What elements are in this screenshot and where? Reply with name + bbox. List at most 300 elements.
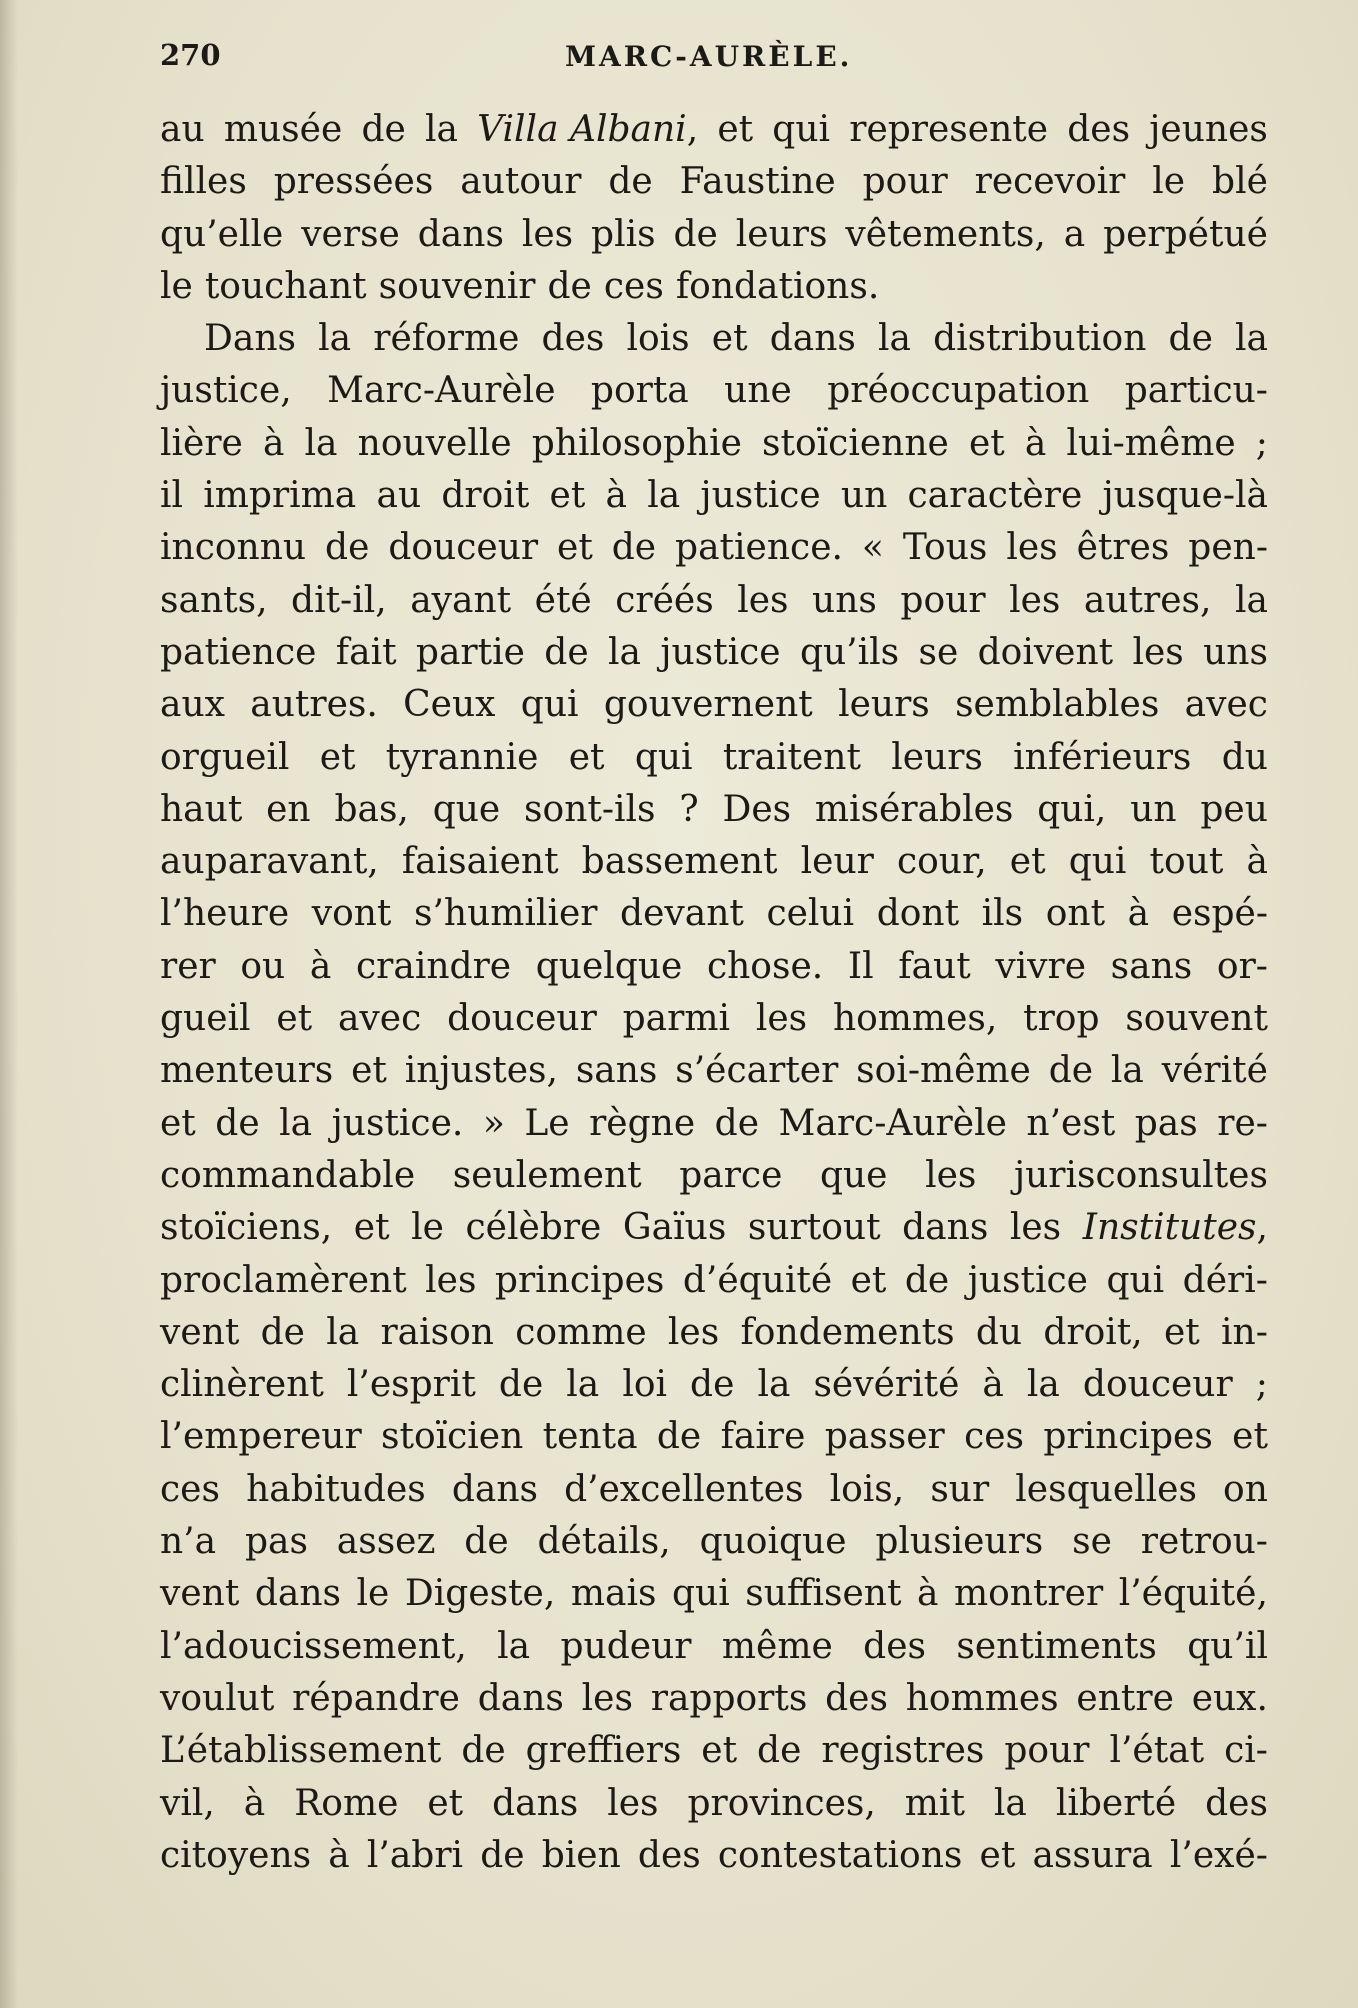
word: doivent: [977, 631, 1114, 673]
word: la: [878, 318, 911, 360]
word: aux: [160, 684, 225, 726]
word: celui: [766, 893, 855, 935]
word: et: [351, 1050, 387, 1092]
word: avec: [1184, 684, 1268, 726]
word: »: [482, 1102, 505, 1144]
word: s’humilier: [413, 893, 598, 935]
word: de: [1168, 318, 1213, 360]
word: et: [850, 1259, 887, 1301]
word: dans: [769, 318, 856, 360]
word: Institutes,: [1082, 1207, 1268, 1249]
word: Digeste,: [404, 1573, 556, 1615]
word: pour: [1004, 1730, 1090, 1772]
word: et: [353, 1207, 390, 1249]
word: autour: [460, 161, 582, 203]
word: et: [427, 1782, 464, 1824]
word: sévérité: [813, 1364, 960, 1406]
word: gouvernent: [603, 684, 813, 726]
word: tenta: [542, 1416, 638, 1458]
word: vont: [311, 893, 392, 935]
word: de: [904, 1259, 950, 1301]
word: et: [1009, 841, 1046, 883]
word: stoïcienne: [762, 422, 949, 464]
word: bien: [541, 1834, 621, 1876]
word: de: [215, 1102, 260, 1144]
word: bas,: [334, 788, 409, 830]
word: stoïciens,: [160, 1207, 333, 1249]
word: plusieurs: [875, 1521, 1044, 1563]
word: des: [863, 1625, 926, 1667]
word: de: [464, 1521, 509, 1563]
word: de: [656, 1416, 702, 1458]
word: les: [667, 1311, 720, 1353]
word: et: [276, 998, 313, 1040]
word: d’excellentes: [564, 1468, 804, 1510]
word: qui: [772, 109, 831, 150]
word: autres,: [1083, 579, 1212, 621]
text-line: [160, 1255, 1268, 1307]
word: verse: [301, 213, 400, 255]
word: parmi: [622, 998, 731, 1040]
word: l’exé-: [1169, 1834, 1268, 1876]
word: filles: [160, 161, 247, 203]
text-line: [160, 732, 1268, 784]
word: quelque: [535, 945, 683, 987]
word: Le: [524, 1102, 570, 1144]
word: douceur: [388, 527, 539, 569]
word: dans: [492, 1782, 579, 1824]
word: sentiments: [956, 1625, 1157, 1667]
word: seulement: [452, 1154, 642, 1196]
text-line: [160, 104, 1268, 156]
word: et: [557, 527, 593, 569]
word: de: [1048, 1050, 1094, 1092]
text-line: [160, 418, 1268, 470]
word: lesquelles: [1015, 1468, 1197, 1510]
word: préoccupation: [827, 370, 1090, 412]
word: une: [724, 370, 792, 412]
word: la: [1110, 1050, 1144, 1092]
word: vent: [160, 1573, 240, 1615]
word: inconnu: [160, 527, 307, 569]
word: l’heure: [160, 893, 290, 935]
text-line: [160, 888, 1268, 940]
word: leurs: [735, 213, 828, 255]
word: clinèrent: [160, 1364, 324, 1406]
word: se: [1072, 1521, 1112, 1563]
page-number: 270: [160, 38, 221, 72]
word: soi-même: [856, 1050, 1031, 1092]
word: dont: [876, 893, 960, 935]
word: qu’ils: [799, 631, 900, 673]
word: même: [721, 1625, 833, 1667]
word: semblables: [955, 684, 1160, 726]
word: vêtements,: [845, 213, 1046, 255]
word: répandre: [292, 1677, 460, 1719]
word: la: [1235, 318, 1268, 360]
word: Rome: [294, 1782, 399, 1824]
word: et: [979, 1834, 1016, 1876]
word: règne: [589, 1102, 696, 1144]
word: êtres: [1076, 527, 1170, 569]
word: patience.: [675, 527, 843, 569]
word: les: [925, 1154, 977, 1196]
text-line: [160, 1307, 1268, 1359]
word: déri-: [1182, 1259, 1268, 1301]
word: Faustine: [679, 161, 836, 203]
text-line: [160, 1673, 1268, 1725]
word: greffiers: [525, 1730, 682, 1772]
text-line: [160, 1464, 1268, 1516]
word: gueil: [160, 998, 251, 1040]
word: quoique: [699, 1521, 847, 1563]
text-line: [160, 1725, 1268, 1777]
word: à: [262, 422, 285, 464]
word: sans: [1110, 945, 1193, 987]
word: Tous: [902, 527, 988, 569]
word: dans: [902, 1207, 989, 1249]
word: la: [304, 422, 338, 464]
word: de: [547, 265, 592, 307]
word: ces: [603, 265, 664, 307]
word: dans: [477, 1677, 564, 1719]
word: citoyens: [160, 1834, 312, 1876]
text-line: [160, 1045, 1268, 1097]
word: n’a: [160, 1521, 217, 1563]
text-line: [160, 470, 1268, 522]
word: leurs: [891, 736, 983, 778]
word: se: [918, 631, 959, 673]
word: contestations: [717, 1834, 963, 1876]
word: qui,: [1037, 788, 1107, 830]
word: pudeur: [560, 1625, 692, 1667]
word: des: [1067, 109, 1131, 150]
word: distribution: [933, 318, 1147, 360]
word: Villa Albani,: [477, 109, 699, 150]
word: la: [647, 475, 681, 517]
word: espé-: [1171, 893, 1268, 935]
word: l’adoucissement,: [160, 1625, 467, 1667]
word: Des: [722, 788, 792, 830]
word: la: [424, 109, 458, 150]
text-line: [160, 365, 1268, 417]
word: que: [819, 1154, 888, 1196]
word: des: [541, 318, 605, 360]
word: l’état: [1109, 1730, 1205, 1772]
word: assez: [336, 1521, 436, 1563]
text-line: [160, 679, 1268, 731]
text-line: [160, 209, 1268, 261]
word: n’est: [1026, 1102, 1116, 1144]
word: uns: [812, 579, 877, 621]
word: devant: [620, 893, 744, 935]
word: la: [497, 1625, 531, 1667]
text-line: [160, 627, 1268, 679]
word: la: [1234, 579, 1268, 621]
word: voulut: [160, 1677, 275, 1719]
word: ci-: [1224, 1730, 1268, 1772]
word: represente: [849, 109, 1049, 150]
word: de: [498, 1364, 544, 1406]
word: sont-ils: [524, 788, 656, 830]
word: qui: [671, 1573, 730, 1615]
word: philosophie: [531, 422, 742, 464]
word: la: [993, 1782, 1027, 1824]
word: la: [279, 1102, 313, 1144]
word: ont: [1045, 893, 1106, 935]
word: de: [757, 1730, 802, 1772]
text-line: [160, 1202, 1268, 1254]
word: de: [714, 1102, 760, 1144]
word: faisaient: [401, 841, 559, 883]
word: or-: [1216, 945, 1268, 987]
word: injustes,: [404, 1050, 558, 1092]
word: ces: [964, 1416, 1025, 1458]
word: vent: [160, 1311, 240, 1353]
text-line: [160, 1830, 1268, 1882]
word: pressées: [273, 161, 434, 203]
word: souvent: [1125, 998, 1268, 1040]
word: patience: [160, 631, 317, 673]
text-line: [160, 1098, 1268, 1150]
word: recevoir: [974, 161, 1126, 203]
word: jeunes: [1149, 109, 1268, 150]
word: pen-: [1188, 527, 1268, 569]
word: pour: [862, 161, 948, 203]
word: tyrannie: [385, 736, 539, 778]
word: ?: [679, 788, 699, 830]
word: l’esprit: [346, 1364, 476, 1406]
word: le: [356, 1573, 390, 1615]
word: principes: [494, 1259, 665, 1301]
word: les: [1009, 1207, 1062, 1249]
word: des: [825, 1677, 888, 1719]
word: réforme: [373, 318, 520, 360]
word: provinces,: [687, 1782, 876, 1824]
word: les: [581, 1677, 633, 1719]
text-line: [160, 1359, 1268, 1411]
word: Il: [847, 945, 874, 987]
word: rer: [160, 945, 216, 987]
word: les: [1132, 631, 1184, 673]
word: douceur: [447, 998, 597, 1040]
word: le: [160, 265, 193, 307]
word: jurisconsultes: [1013, 1154, 1268, 1196]
word: les: [737, 579, 789, 621]
word: la: [607, 631, 641, 673]
word: proclamèrent: [160, 1259, 407, 1301]
word: justice: [967, 1259, 1088, 1301]
word: à: [1127, 893, 1150, 935]
word: musée: [223, 109, 343, 150]
word: la: [318, 318, 352, 360]
word: stoïcien: [381, 1416, 524, 1458]
word: fondations.: [675, 265, 880, 307]
word: des: [637, 1834, 701, 1876]
word: Gaïus: [622, 1207, 727, 1249]
word: justice: [660, 631, 781, 673]
word: blé: [1212, 161, 1268, 203]
word: dit-il,: [291, 579, 387, 621]
word: le: [411, 1207, 444, 1249]
word: droit,: [1043, 1311, 1143, 1353]
word: montrer: [953, 1573, 1104, 1615]
word: Marc-Aurèle: [327, 370, 556, 412]
word: L’établissement: [160, 1730, 442, 1772]
word: trop: [1023, 998, 1100, 1040]
word: plis: [591, 213, 656, 255]
word: qui: [634, 736, 693, 778]
word: ils: [981, 893, 1024, 935]
word: passer: [824, 1416, 945, 1458]
word: l’abri: [366, 1834, 464, 1876]
word: et: [717, 109, 754, 150]
word: fait: [335, 631, 397, 673]
word: à: [1246, 841, 1268, 883]
word: misérables: [814, 788, 1014, 830]
word: de: [325, 527, 370, 569]
word: des: [1205, 1782, 1268, 1824]
word: avec: [337, 998, 422, 1040]
word: et: [701, 1730, 738, 1772]
word: vil,: [160, 1782, 215, 1824]
word: haut: [160, 788, 243, 830]
word: et: [711, 318, 748, 360]
word: tout: [1149, 841, 1224, 883]
word: bassement: [581, 841, 778, 883]
word: faut: [898, 945, 971, 987]
word: a: [1063, 213, 1086, 255]
word: raison: [380, 1311, 494, 1353]
word: Dans: [204, 318, 296, 360]
text-line: [160, 522, 1268, 574]
word: porta: [590, 370, 689, 412]
word: sants,: [160, 579, 268, 621]
word: vivre: [995, 945, 1087, 987]
word: pas: [1134, 1102, 1198, 1144]
word: lui-même: [1066, 422, 1236, 464]
word: les: [755, 998, 808, 1040]
word: perpétué: [1103, 213, 1268, 255]
word: ou: [240, 945, 286, 987]
word: partie: [415, 631, 525, 673]
word: dans: [254, 1573, 341, 1615]
word: et: [319, 736, 356, 778]
word: hommes: [905, 1677, 1059, 1719]
word: de: [690, 1364, 735, 1406]
word: les: [425, 1259, 477, 1301]
word: traitent: [722, 736, 861, 778]
word: au: [376, 475, 422, 517]
running-head: MARC-AURÈLE.: [565, 40, 853, 73]
text-line: [160, 941, 1268, 993]
word: peu: [1200, 788, 1268, 830]
word: uns: [1203, 631, 1268, 673]
word: entre: [1076, 1677, 1174, 1719]
word: orgueil: [160, 736, 290, 778]
word: un: [840, 475, 888, 517]
word: qu’elle: [160, 213, 284, 255]
word: qui: [1106, 1259, 1165, 1301]
word: hommes,: [832, 998, 998, 1040]
word: surtout: [747, 1207, 881, 1249]
word: loi: [622, 1364, 668, 1406]
word: pas: [244, 1521, 308, 1563]
word: la: [1026, 1364, 1060, 1406]
word: in-: [1221, 1311, 1268, 1353]
word: de: [461, 1730, 506, 1772]
word: célèbre: [465, 1207, 602, 1249]
word: et: [160, 1102, 196, 1144]
word: touchant: [204, 265, 367, 307]
word: dans: [451, 1468, 539, 1510]
word: été: [534, 579, 592, 621]
word: à: [243, 1782, 266, 1824]
word: douceur: [1082, 1364, 1233, 1406]
word: autres.: [250, 684, 378, 726]
word: qu’il: [1187, 1625, 1268, 1667]
word: pour: [900, 579, 986, 621]
word: mais: [570, 1573, 657, 1615]
word: inférieurs: [1013, 736, 1192, 778]
word: et: [549, 475, 586, 517]
word: du: [1221, 736, 1268, 778]
word: cour,: [896, 841, 987, 883]
word: du: [975, 1311, 1023, 1353]
word: liberté: [1055, 1782, 1177, 1824]
text-line: [160, 1778, 1268, 1830]
page-edge-shadow: [0, 0, 18, 2008]
word: registres: [821, 1730, 985, 1772]
word: qui: [520, 684, 579, 726]
text-line: [160, 1516, 1268, 1568]
text-line: [160, 1150, 1268, 1202]
word: de: [260, 1311, 305, 1353]
word: l’équité,: [1118, 1573, 1268, 1615]
word: droit: [441, 475, 530, 517]
word: mit: [904, 1782, 965, 1824]
word: justice,: [160, 370, 292, 412]
word: la: [326, 1311, 360, 1353]
word: la: [566, 1364, 600, 1406]
text-line: [160, 1411, 1268, 1463]
word: assura: [1032, 1834, 1153, 1876]
text-line: [160, 1621, 1268, 1673]
text-line: [160, 156, 1268, 208]
word: et: [568, 736, 605, 778]
word: vérité: [1161, 1050, 1268, 1092]
word: le: [1152, 161, 1186, 203]
text-line: [160, 1568, 1268, 1620]
word: lois: [626, 318, 690, 360]
text-line: [160, 261, 1268, 313]
word: et: [968, 422, 1005, 464]
word: que: [432, 788, 501, 830]
body-text: [160, 104, 1268, 1882]
word: il: [160, 475, 184, 517]
word: créés: [615, 579, 714, 621]
word: fondements: [740, 1311, 955, 1353]
word: à: [309, 945, 332, 987]
word: retrou-: [1140, 1521, 1268, 1563]
word: en: [266, 788, 311, 830]
word: de: [544, 631, 589, 673]
word: nouvelle: [357, 422, 512, 464]
word: de: [608, 161, 653, 203]
word: à: [328, 1834, 350, 1876]
word: de: [673, 213, 718, 255]
word: qui: [1068, 841, 1127, 883]
